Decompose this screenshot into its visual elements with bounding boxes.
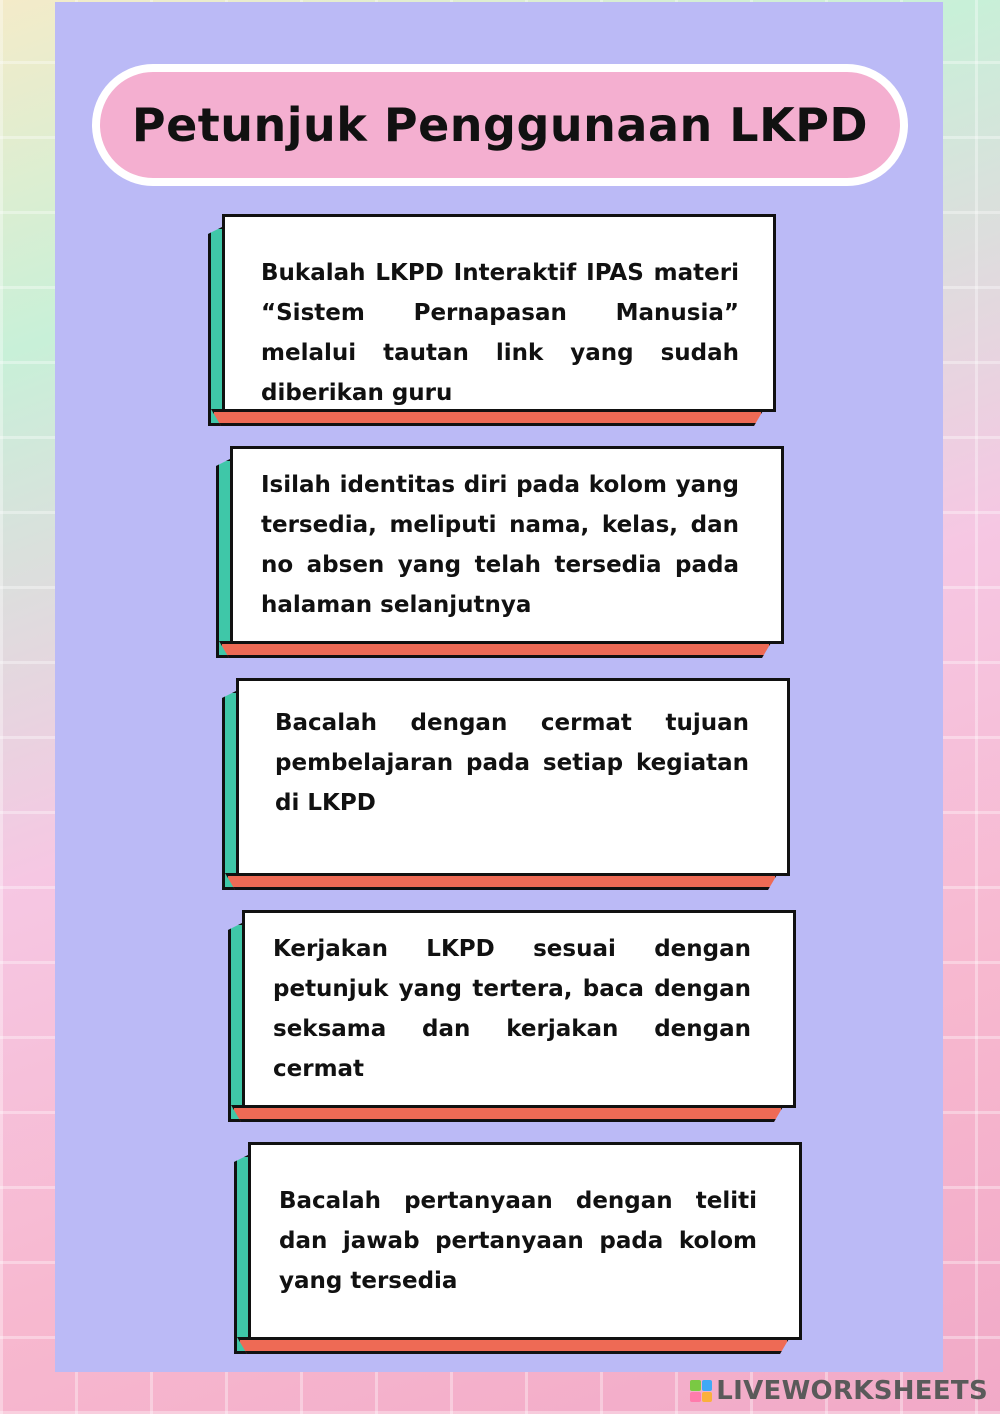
instruction-text-4: Kerjakan LKPD sesuai dengan petunjuk yang tertera, baca dengan seksama dan kerjakan dengan cermat (273, 936, 751, 1082)
watermark-text: LIVEWORKSHEETS (716, 1376, 988, 1406)
card-face (222, 214, 776, 412)
liveworksheets-logo-icon (690, 1380, 712, 1402)
instruction-card-3 (222, 678, 790, 890)
instruction-text-2: Isilah identitas diri pada kolom yang tersedia, meliputi nama, kelas, dan no absen yang telah tersedia pada halaman selanjutnya (261, 472, 739, 618)
liveworksheets-watermark (690, 1376, 988, 1406)
instruction-card-2 (216, 446, 784, 658)
instruction-text-5: Bacalah pertanyaan dengan teliti dan jawab pertanyaan pada kolom yang tersedia (279, 1188, 757, 1294)
card-face (248, 1142, 802, 1340)
instruction-card-1 (208, 214, 776, 426)
title-banner (92, 64, 908, 186)
card-face (230, 446, 784, 644)
instruction-text-1: Bukalah LKPD Interaktif IPAS materi “Sistem Pernapasan Manusia” melalui tautan link yang sudah diberikan guru (261, 260, 739, 406)
instruction-text-3: Bacalah dengan cermat tujuan pembelajaran pada setiap kegiatan di LKPD (275, 710, 749, 816)
card-face (236, 678, 790, 876)
page-title: Petunjuk Penggunaan LKPD (131, 98, 869, 152)
instruction-card-5 (234, 1142, 802, 1354)
instruction-card-4 (228, 910, 796, 1122)
card-face (242, 910, 796, 1108)
